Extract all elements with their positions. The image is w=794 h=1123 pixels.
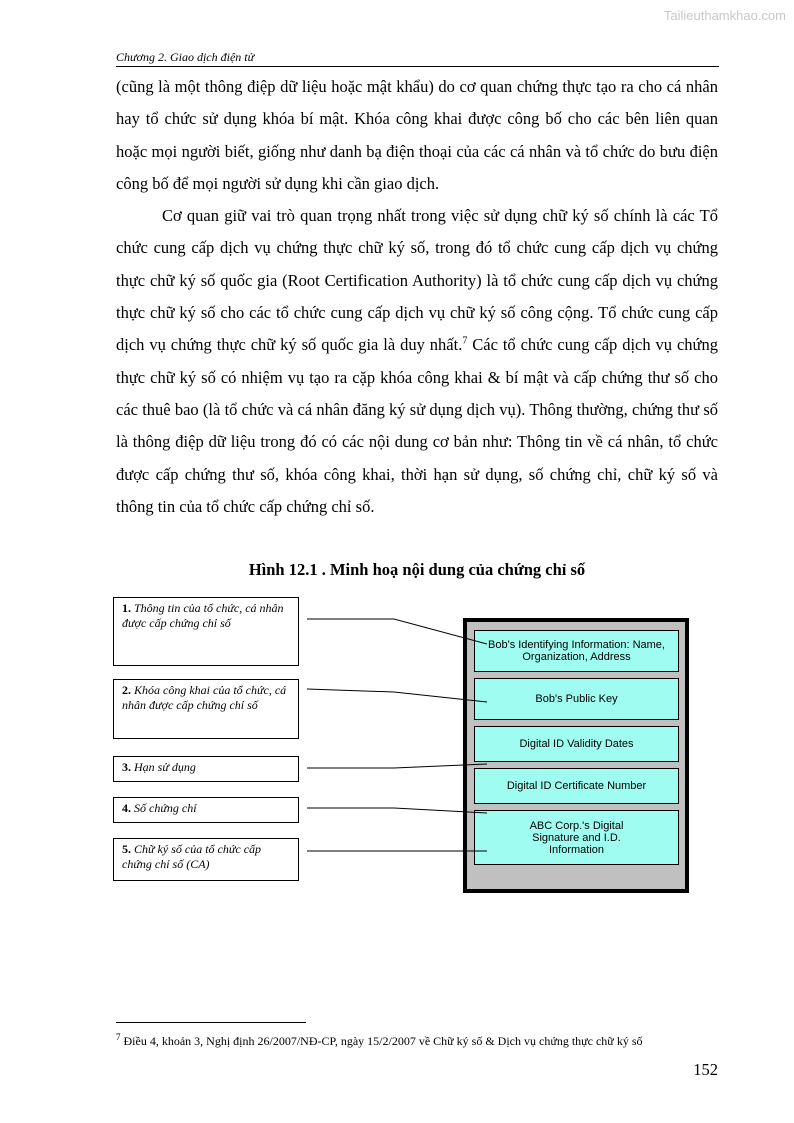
cert-field-cert-number: Digital ID Certificate Number [474,768,679,804]
paragraph-2-part-a: Cơ quan giữ vai trò quan trọng nhất trong việc sử dụng chữ ký số chính là các Tổ chức cung cấp dịch vụ chứng thực chữ ký số, trong đó tổ chức cung cấp dịch vụ chứng thực chữ ký số quốc gia (Root Certification Authority) là tổ chức cung cấp dịch vụ chứng thực chữ ký số cho các tổ chức cung cấp dịch vụ chữ ký số công cộng. Tổ chức cung cấp dịch vụ chứng thực chữ ký số quốc gia là duy nhất. [116,206,718,355]
label-text: Số chứng chỉ [134,801,197,815]
watermark: Tailieuthamkhao.com [663,8,786,23]
paragraph-2-part-b: Các tổ chức cung cấp dịch vụ chứng thực chữ ký số có nhiệm vụ tạo ra cặp khóa công khai & bí mật và cấp chứng thư số cho các thuê bao (là tổ chức và cá nhân đăng ký sử dụng dịch vụ). Thông thường, chứng thư số là thông điệp dữ liệu trong đó có các nội dung cơ bản như: Thông tin về cá nhân, tổ chức được cấp chứng thư số, khóa công khai, thời hạn sử dụng, số chứng chỉ, chữ ký số và thông tin của tổ chức cấp chứng chỉ số. [116,335,718,516]
label-number: 1. [122,601,131,615]
label-number: 3. [122,760,131,774]
footnote-number: 7 [116,1032,121,1042]
connector-line-cert-number [307,808,487,813]
footnote-reference[interactable]: 7 [462,335,468,347]
connector-line-validity [307,764,487,768]
page-number: 152 [693,1060,718,1079]
chapter-header: Chương 2. Giao dịch điện tử [116,50,255,64]
cert-field-signature: ABC Corp.'s Digital Signature and I.D. Information [474,810,679,865]
label-number: 5. [122,842,131,856]
figure-caption: Hình 12.1 . Minh hoạ nội dung của chứng chỉ số [248,560,586,579]
footnote-rule [116,1022,306,1023]
label-text: Chữ ký số của tổ chức cấp chứng chỉ số (CA) [122,842,262,871]
connector-line-identity [307,619,487,644]
label-text: Thông tin của tổ chức, cá nhân được cấp chứng chỉ số [122,601,284,630]
paragraph-1: (cũng là một thông điệp dữ liệu hoặc mật khẩu) do cơ quan chứng thực tạo ra cho cá nhân hay tổ chức sử dụng khóa bí mật. Khóa công khai được công bố cho các bên liên quan hoặc mọi người biết, giống như danh bạ điện thoại của các cá nhân và tổ chức do bưu điện công bố để mọi người sử dụng khi cần giao dịch. [116,77,718,193]
connector-line-public-key [307,689,487,702]
label-text: Hạn sử dụng [134,760,196,774]
label-number: 2. [122,683,131,697]
footnote-text: Điều 4, khoản 3, Nghị định 26/2007/NĐ-CP, ngày 15/2/2007 về Chữ ký số & Dịch vụ chứng thực chữ ký số [120,1034,643,1048]
label-text: Khóa công khai của tổ chức, cá nhân được cấp chứng chỉ số [122,683,287,712]
cert-field-identity: Bob's Identifying Information: Name, Organization, Address [474,630,679,672]
footnote [116,1032,718,1049]
cert-field-validity: Digital ID Validity Dates [474,726,679,762]
label-number: 4. [122,801,131,815]
cert-field-public-key: Bob's Public Key [474,678,679,720]
